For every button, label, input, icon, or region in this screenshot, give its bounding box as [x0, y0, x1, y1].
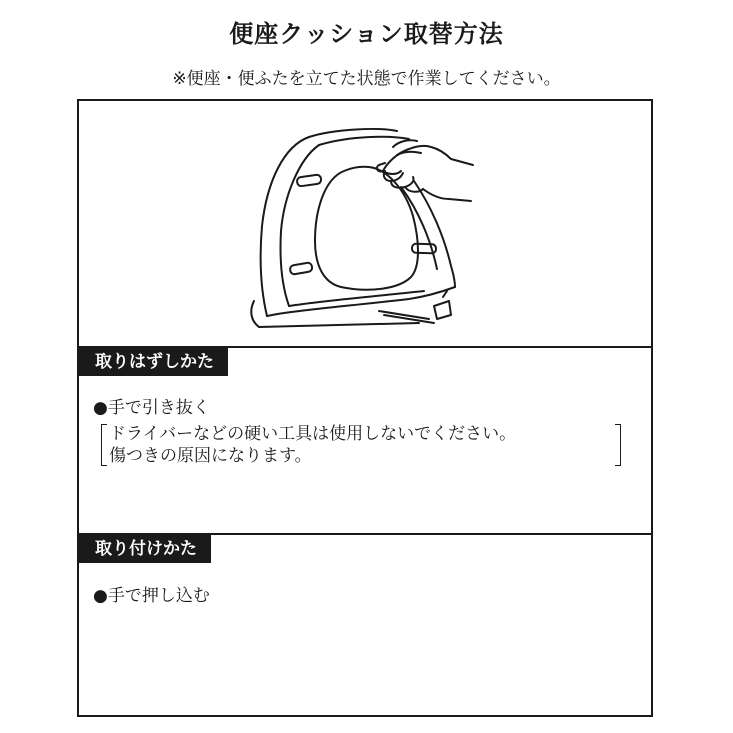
caution-line-2: 傷つきの原因になります。 [109, 446, 312, 466]
page-title: 便座クッション取替方法 [229, 20, 504, 48]
instruction-note: ※便座・便ふたを立てた状態で作業してください。 [172, 69, 561, 89]
caution-bracket-left [101, 424, 107, 466]
caution-line-1: ドライバーなどの硬い工具は使用しないでください。 [109, 424, 517, 444]
removal-caution [101, 423, 621, 467]
caution-bracket-right [615, 424, 621, 466]
removal-step: ●手で引き抜く [93, 398, 210, 418]
installation-section-label: 取り付けかた [79, 535, 211, 563]
instruction-frame [77, 99, 653, 717]
removal-section-label: 取りはずしかた [79, 348, 228, 376]
toilet-seat-hand-illustration [79, 101, 651, 347]
installation-step: ●手で押し込む [93, 586, 210, 606]
